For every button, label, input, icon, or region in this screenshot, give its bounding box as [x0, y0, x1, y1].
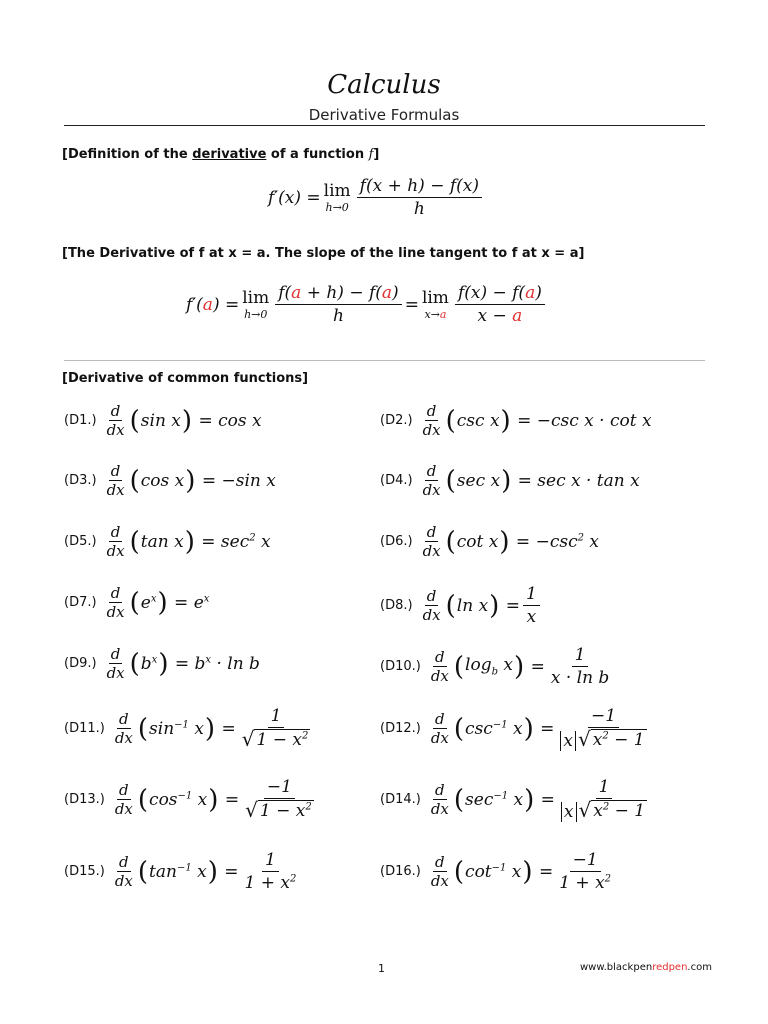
- tangent-formula: f′(a) = lim h→0 $\frac{f(a + h) - f(a)}{h}$ = lim x→a $\frac{f(x) - f(a)}{x - a}$: [186, 283, 548, 326]
- footer-url[interactable]: www.blackpenredpen.com: [580, 962, 712, 973]
- formula-d16: (D16.) d dx ( $\cot^{-1} x$ ) = $\frac{-1}{1 + x^2}$: [380, 850, 612, 893]
- formula-d15: (D15.) d dx ( $\tan^{-1} x$ ) = $\frac{1}{1 + x^2}$: [64, 850, 297, 893]
- formula-d2: (D2.) d dx ( csc x ) = −csc x · cot x: [380, 402, 652, 439]
- formula-d11: (D11.) d dx ( $\sin^{-1} x$ ) = 1 √ $1 - x^2$: [64, 706, 309, 751]
- formula-d3: (D3.) d dx ( cos x ) = −sin x: [64, 462, 276, 499]
- formula-d4: (D4.) d dx ( sec x ) = sec x · tan x: [380, 462, 640, 499]
- formula-d12: (D12.) d dx ( $\csc^{-1} x$ ) = −1 x √ $x^2 - 1$: [380, 706, 645, 751]
- definition-formula: f′(x) = lim h→0 $\frac{f(x + h) - f(x)}{h}$: [268, 176, 485, 219]
- page-number: 1: [378, 962, 385, 975]
- common-heading: [Derivative of common functions]: [62, 371, 309, 386]
- formula-d9: (D9.) d dx ( $b^x$ ) = $b^x \cdot \ln b$: [64, 645, 260, 682]
- formula-d10: (D10.) d dx ( $\log_b x$ ) = $\frac{1}{\text{x · ln b}}$: [380, 645, 610, 688]
- section-divider: [64, 360, 705, 361]
- formula-d6: (D6.) d dx ( cot x ) = $-\csc^2$ x: [380, 523, 599, 560]
- page-title: Calculus: [327, 70, 441, 100]
- formula-d13: (D13.) d dx ( $\cos^{-1} x$ ) = −1 √ $1 - x^2$: [64, 777, 312, 822]
- title-divider: [64, 125, 705, 126]
- page-subtitle: Derivative Formulas: [308, 106, 460, 124]
- formula-d7: (D7.) d dx ( $e^x$ ) = $e^x$: [64, 584, 210, 621]
- formula-d5: (D5.) d dx ( tan x ) = $\sec^2 x$: [64, 523, 271, 560]
- definition-heading: [Definition of the derivative of a function f]: [62, 147, 380, 162]
- formula-d1: (D1.) d dx ( sin x ) = cos x: [64, 402, 262, 439]
- formula-d14: (D14.) d dx ( $\sec^{-1} x$ ) = 1 x √ $x^2 - 1$: [380, 777, 646, 822]
- formula-d8: (D8.) d dx ( ln x ) = $\frac{1}{x}$: [380, 584, 543, 627]
- tangent-heading: [The Derivative of f at x = a. The slope of the line tangent to f at x = a]: [62, 246, 585, 261]
